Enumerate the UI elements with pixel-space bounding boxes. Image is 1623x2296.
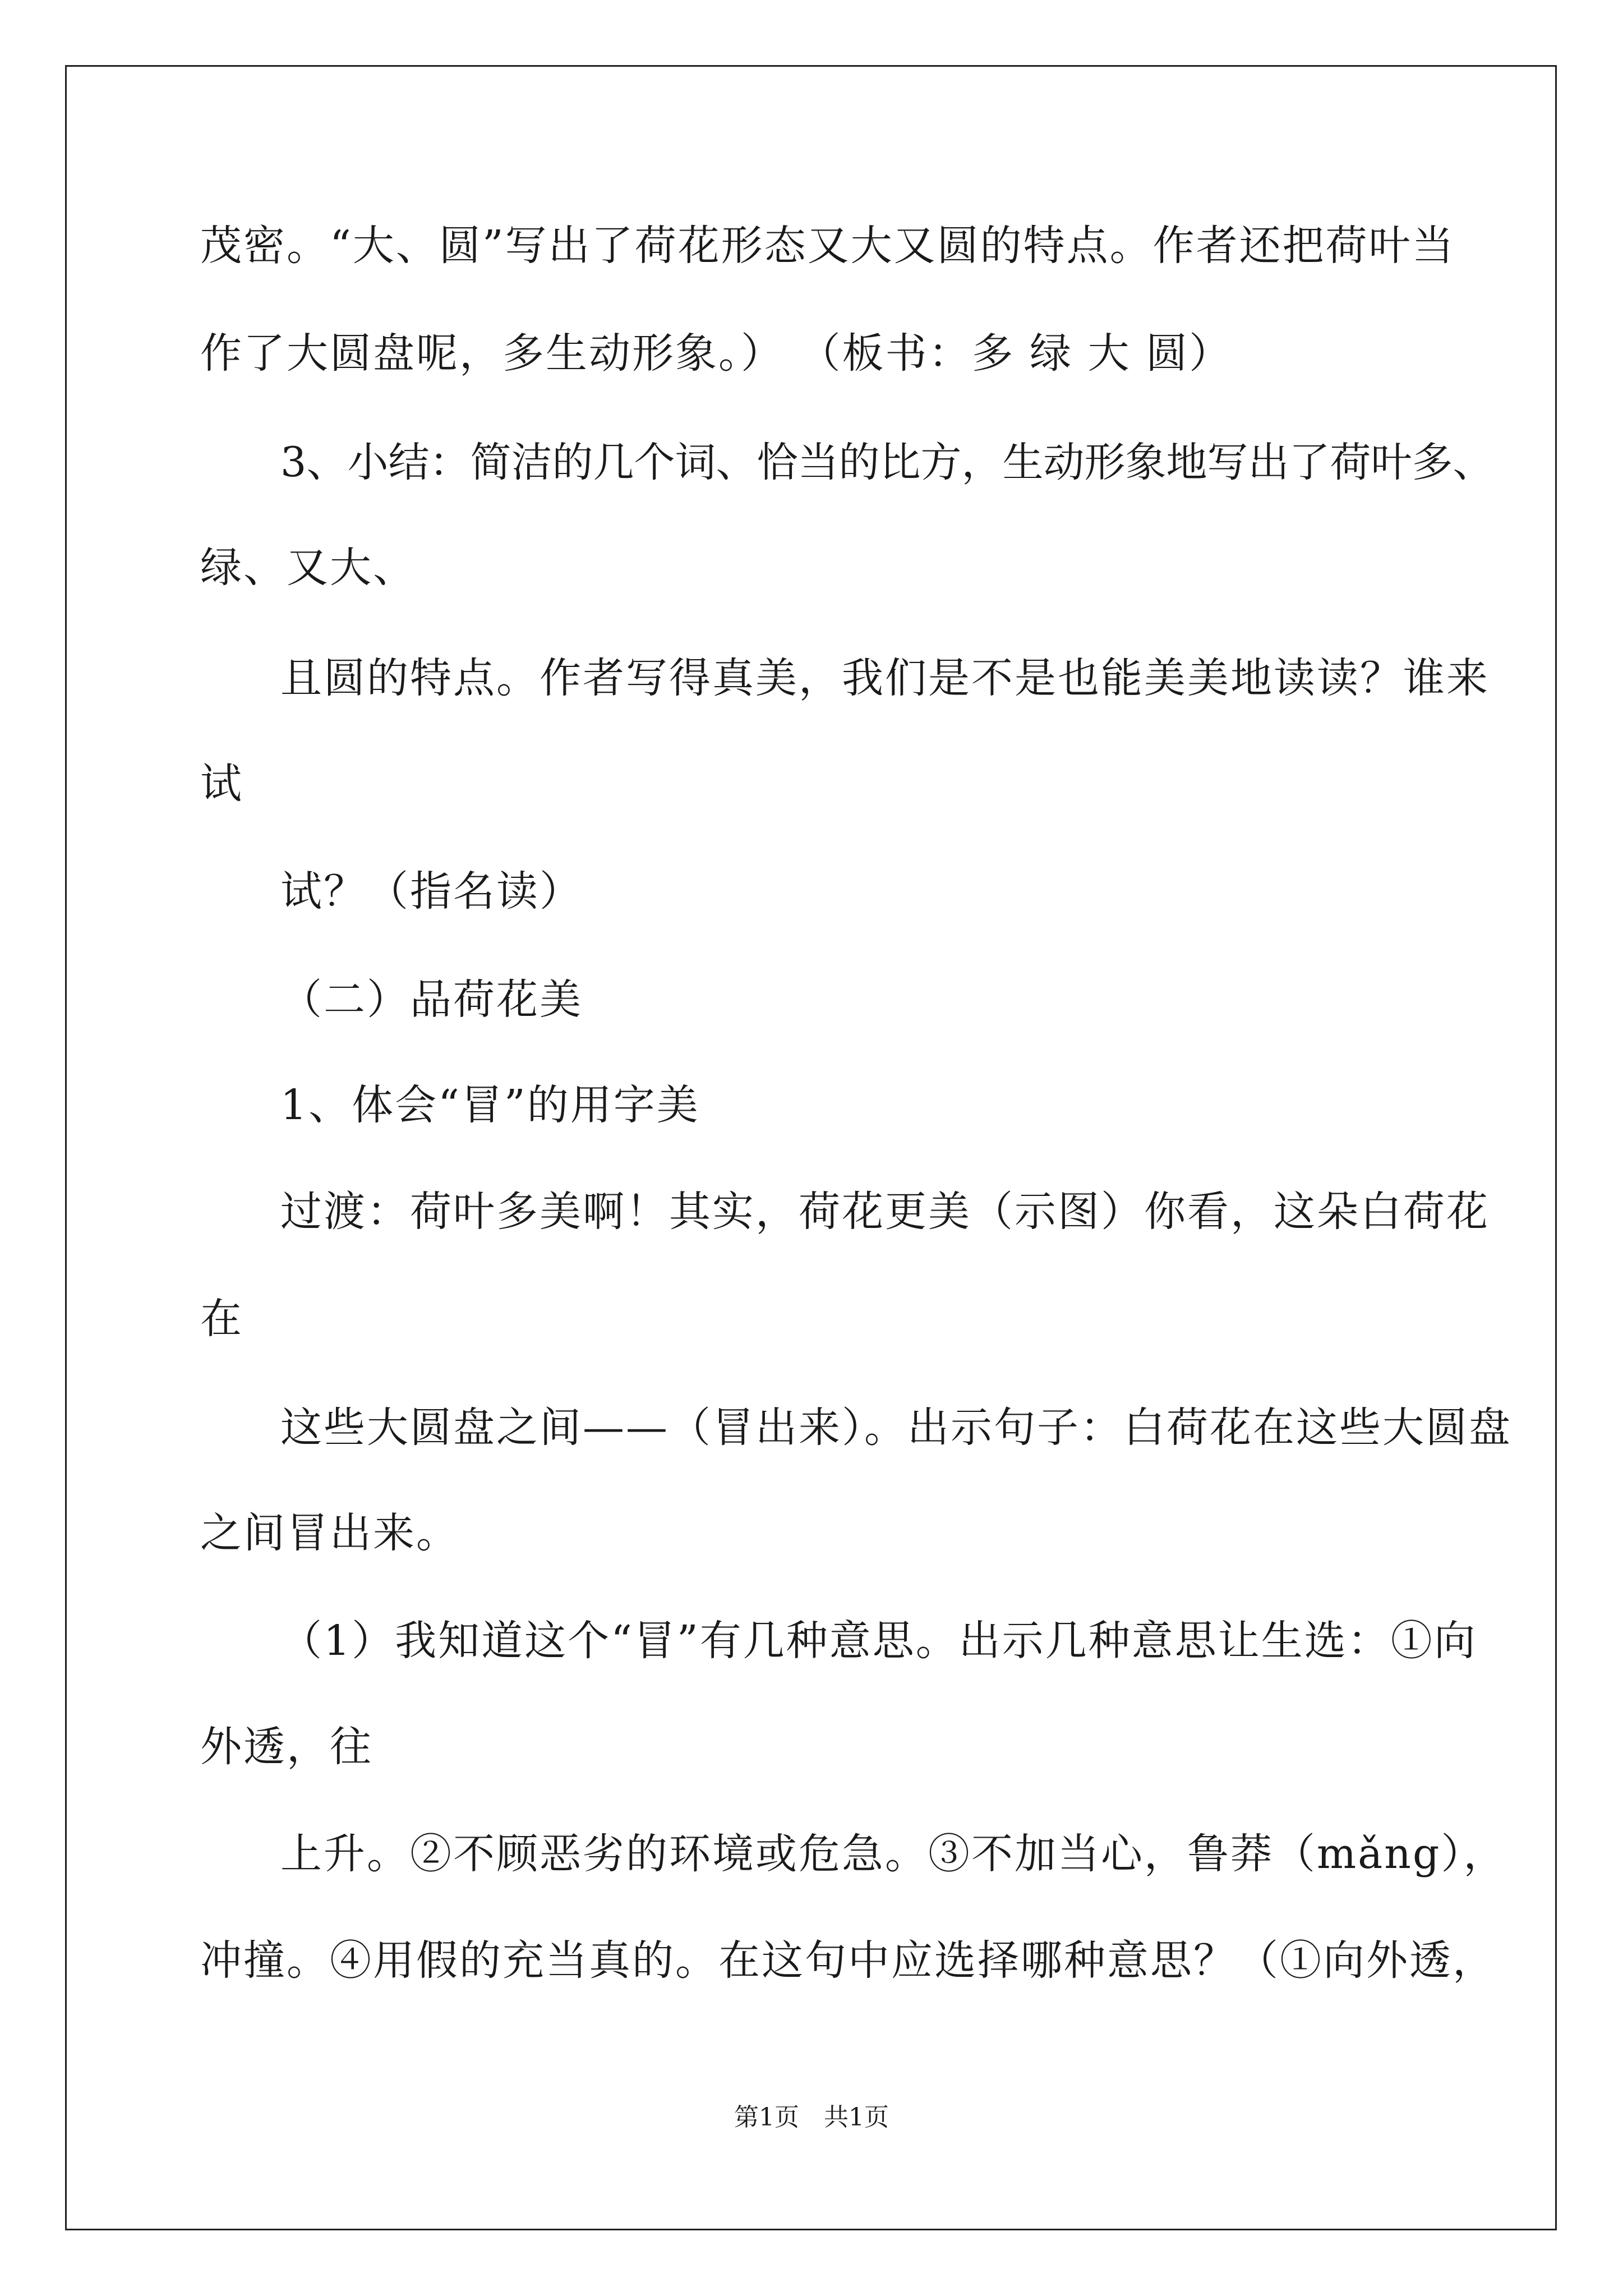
text-line: 试	[200, 760, 243, 808]
page-footer: 第1页 共1页	[734, 2103, 889, 2132]
text-line: 作了大圆盘呢，多生动形象。） （板书：多 绿 大 圆）	[200, 329, 1233, 378]
text-line: 外透，往	[200, 1723, 373, 1771]
text-line: 试？（指名读）	[280, 867, 583, 915]
text-line: 冲撞。④用假的充当真的。在这句中应选择哪种意思？（①向外透，	[200, 1936, 1496, 1985]
text-line: 且圆的特点。作者写得真美，我们是不是也能美美地读读？谁来	[280, 654, 1490, 702]
section-heading: （二）品荷花美	[280, 976, 583, 1024]
text-line: （1）我知道这个“冒”有几种意思。出示几种意思让生选：①向	[280, 1617, 1477, 1665]
text-line: 茂密。“大、圆”写出了荷花形态又大又圆的特点。作者还把荷叶当	[200, 222, 1455, 270]
text-line: 这些大圆盘之间——（冒出来）。出示句子：白荷花在这些大圆盘	[280, 1404, 1512, 1452]
text-line: 3、小结：简洁的几个词、恰当的比方，生动形象地写出了荷叶多、	[280, 439, 1494, 486]
text-line: 在	[200, 1295, 243, 1343]
text-line: 之间冒出来。	[200, 1509, 459, 1557]
subsection-heading: 1、体会“冒”的用字美	[280, 1081, 700, 1129]
text-line: 过渡：荷叶多美啊！其实，荷花更美（示图）你看，这朵白荷花	[280, 1188, 1490, 1236]
text-line: 绿、又大、	[200, 544, 416, 592]
text-line: 上升。②不顾恶劣的环境或危急。③不加当心，鲁莽（mǎng），	[280, 1830, 1507, 1878]
page-border	[65, 65, 1557, 2230]
